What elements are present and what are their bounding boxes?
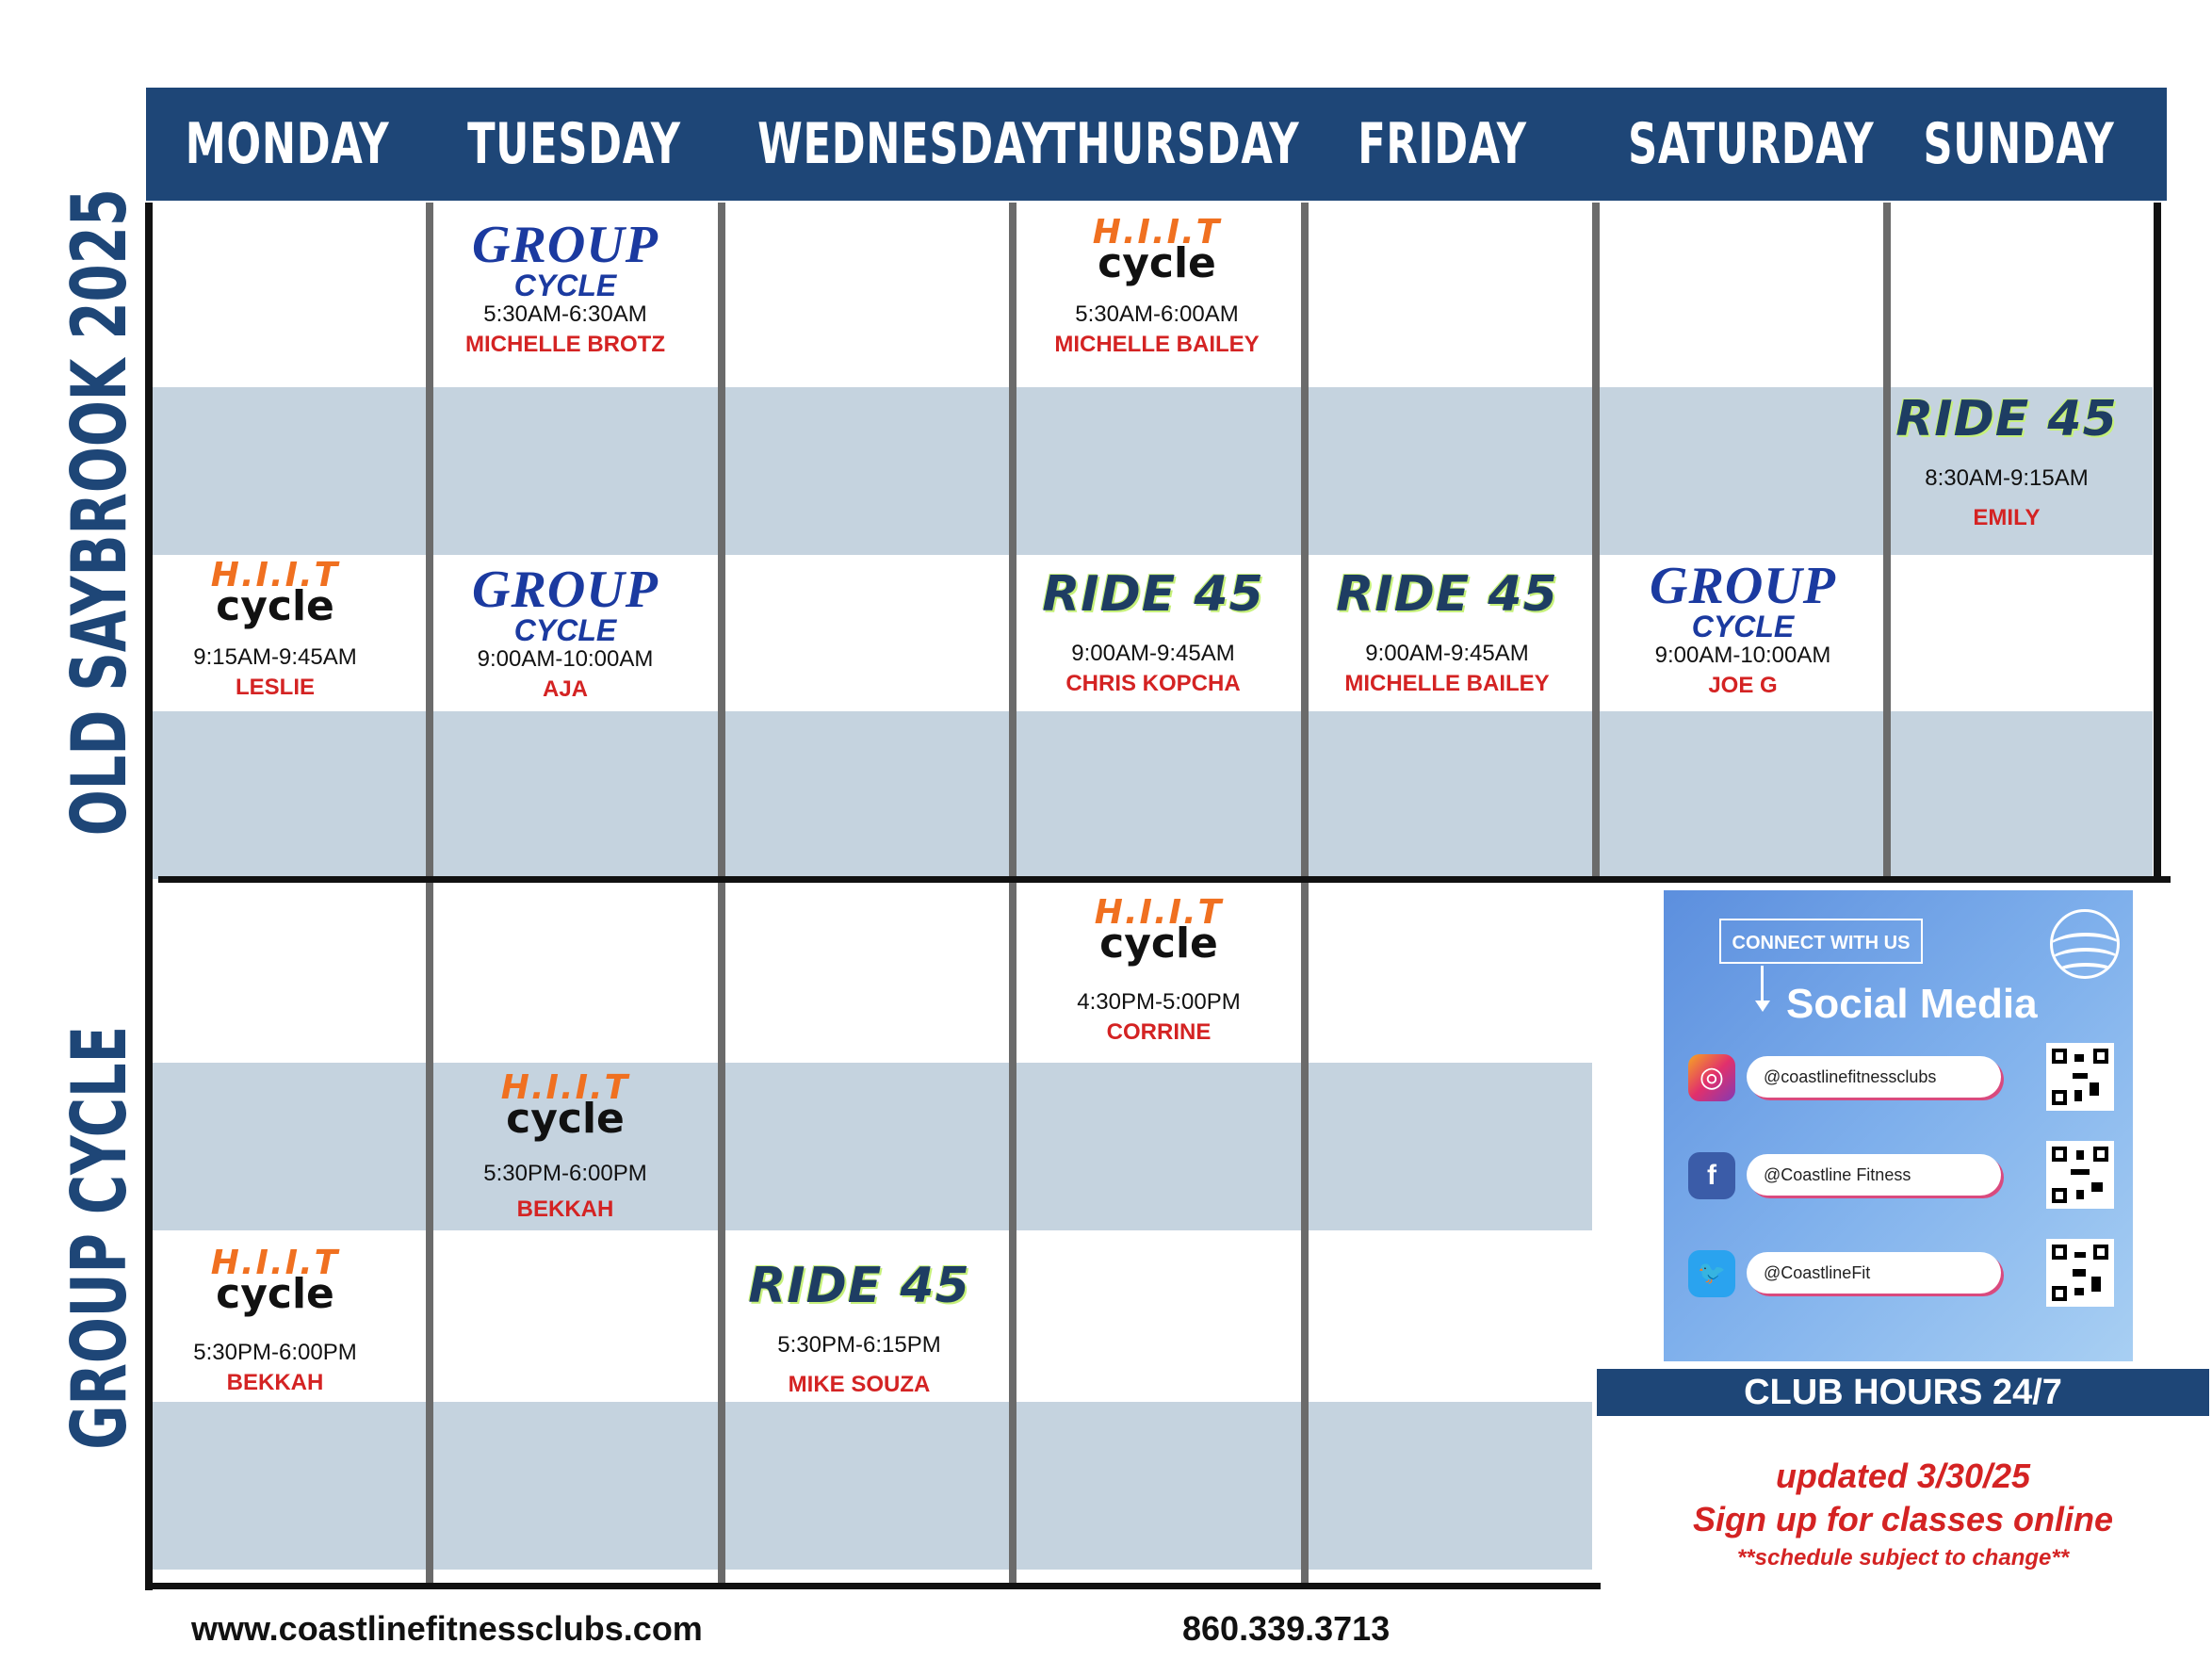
day-tuesday: TUESDAY (467, 111, 681, 177)
ride-45-logo (1865, 386, 2148, 465)
hiit-cycle-logo (424, 1070, 707, 1161)
arrow-icon (1761, 966, 1764, 1003)
class-card[interactable] (134, 558, 416, 701)
signup-note[interactable]: Sign up for classes online (1692, 1500, 2114, 1538)
row-band (151, 387, 2153, 555)
facebook-handle[interactable]: @Coastline Fitness (1747, 1154, 2001, 1196)
class-card[interactable] (1865, 386, 2148, 531)
class-card[interactable] (134, 1245, 416, 1396)
wave-logo-icon (2050, 909, 2120, 979)
section-divider (158, 876, 2171, 883)
grid-line (1009, 203, 1017, 1583)
day-friday: FRIDAY (1358, 111, 1527, 177)
class-card[interactable] (424, 1070, 707, 1223)
ride-45-logo (1306, 561, 1588, 641)
row-band (151, 1402, 1592, 1570)
logo-text: cycle (216, 582, 334, 630)
qr-code-icon[interactable] (2046, 1239, 2114, 1307)
logo-text: CYCLE (513, 269, 617, 302)
instagram-handle[interactable]: @coastlinefitnessclubs (1747, 1056, 2001, 1098)
class-instructor: MICHELLE BAILEY (1344, 671, 1550, 696)
class-card[interactable] (1016, 215, 1298, 358)
class-card[interactable] (1012, 561, 1294, 697)
connect-label: CONNECT WITH US (1719, 919, 1923, 964)
logo-text: cycle (216, 1270, 334, 1318)
instagram-icon[interactable]: ◎ (1688, 1054, 1735, 1101)
grid-line (1301, 203, 1309, 1583)
logo-text: GROUP (472, 561, 659, 619)
program-label: GROUP CYCLE (56, 1025, 143, 1450)
logo-text: H.I.I.T (210, 556, 340, 594)
class-time: 9:00AM-9:45AM (1365, 641, 1529, 666)
hiit-cycle-logo (1016, 215, 1298, 301)
class-instructor: JOE G (1708, 673, 1778, 698)
day-saturday: SATURDAY (1628, 111, 1875, 177)
class-time: 5:30AM-6:30AM (483, 301, 647, 327)
day-monday: MONDAY (185, 111, 390, 177)
qr-code-icon[interactable] (2046, 1043, 2114, 1111)
logo-text: RIDE 45 (1042, 566, 1264, 623)
logo-text: GROUP (1650, 557, 1836, 615)
logo-text: RIDE 45 (1895, 391, 2118, 448)
class-card[interactable] (1017, 895, 1300, 1046)
class-instructor: MIKE SOUZA (788, 1372, 931, 1397)
logo-text: CYCLE (1691, 610, 1795, 643)
updated-note: updated 3/30/25 (1775, 1457, 2031, 1495)
disclaimer-note: **schedule subject to change** (1736, 1545, 2070, 1570)
logo-text: H.I.I.T (1094, 893, 1224, 932)
logo-text: H.I.I.T (500, 1068, 630, 1107)
logo-text: cycle (506, 1095, 625, 1143)
class-time: 9:15AM-9:45AM (193, 644, 357, 670)
day-header (146, 88, 2167, 201)
class-card[interactable] (1306, 561, 1588, 697)
class-time: 5:30PM-6:15PM (777, 1332, 941, 1358)
social-media-panel (1664, 890, 2133, 1361)
class-instructor: CHRIS KOPCHA (1065, 671, 1241, 696)
class-instructor: LESLIE (235, 675, 315, 700)
class-time: 4:30PM-5:00PM (1077, 989, 1241, 1015)
class-instructor: MICHELLE BAILEY (1054, 332, 1260, 357)
phone-number[interactable]: 860.339.3713 (1182, 1609, 1391, 1648)
social-row-facebook[interactable] (1688, 1147, 2122, 1207)
arrow-icon (1755, 1001, 1770, 1012)
class-time: 9:00AM-9:45AM (1071, 641, 1235, 666)
class-card[interactable] (718, 1253, 1000, 1398)
class-time: 5:30AM-6:00AM (1075, 301, 1239, 327)
logo-text: RIDE 45 (748, 1258, 970, 1314)
bottom-border (145, 1583, 1601, 1589)
ride-45-logo (718, 1253, 1000, 1332)
class-card[interactable] (424, 563, 707, 703)
class-time: 8:30AM-9:15AM (1925, 465, 2089, 491)
grid-line (2154, 203, 2161, 881)
group-cycle-logo (424, 216, 707, 302)
row-band (151, 711, 2153, 879)
club-hours-banner: CLUB HOURS 24/7 (1597, 1369, 2209, 1416)
class-instructor: BEKKAH (516, 1196, 614, 1222)
facebook-icon[interactable]: f (1688, 1152, 1735, 1199)
grid-line (1883, 203, 1891, 881)
day-wednesday: WEDNESDAY (757, 111, 1052, 177)
grid-line (1592, 203, 1600, 881)
hiit-cycle-logo (134, 558, 416, 644)
ride-45-logo (1012, 561, 1294, 641)
website-link[interactable]: www.coastlinefitnessclubs.com (191, 1609, 703, 1648)
grid-line (426, 203, 433, 1583)
day-sunday: SUNDAY (1923, 111, 2115, 177)
class-instructor: CORRINE (1106, 1019, 1212, 1045)
row-band (151, 1063, 1592, 1230)
class-instructor: EMILY (1973, 505, 2041, 530)
logo-text: GROUP (472, 216, 659, 274)
logo-text: CYCLE (513, 613, 617, 647)
class-time: 5:30PM-6:00PM (193, 1340, 357, 1365)
logo-text: H.I.I.T (210, 1244, 340, 1282)
class-card[interactable] (1602, 557, 1884, 699)
hiit-cycle-logo (1017, 895, 1300, 989)
social-row-twitter[interactable] (1688, 1245, 2122, 1305)
social-media-title: Social Media (1786, 981, 2038, 1027)
twitter-icon[interactable]: 🐦 (1688, 1250, 1735, 1297)
hiit-cycle-logo (134, 1245, 416, 1340)
class-instructor: BEKKAH (226, 1370, 324, 1395)
qr-code-icon[interactable] (2046, 1141, 2114, 1209)
class-card[interactable] (424, 216, 707, 358)
class-instructor: MICHELLE BROTZ (465, 332, 665, 357)
class-time: 9:00AM-10:00AM (477, 646, 654, 672)
day-thursday: THURSDAY (1048, 111, 1300, 177)
class-time: 9:00AM-10:00AM (1654, 643, 1831, 668)
logo-text: H.I.I.T (1092, 213, 1222, 252)
logo-text: cycle (1098, 239, 1216, 287)
group-cycle-logo (1602, 557, 1884, 643)
class-instructor: AJA (542, 676, 588, 702)
class-time: 5:30PM-6:00PM (483, 1161, 647, 1186)
twitter-handle[interactable]: @CoastlineFit (1747, 1252, 2001, 1294)
group-cycle-logo (424, 563, 707, 646)
location-label: OLD SAYBROOK 2025 (56, 188, 143, 837)
logo-text: cycle (1099, 920, 1218, 968)
social-row-instagram[interactable] (1688, 1049, 2122, 1109)
logo-text: RIDE 45 (1336, 566, 1558, 623)
